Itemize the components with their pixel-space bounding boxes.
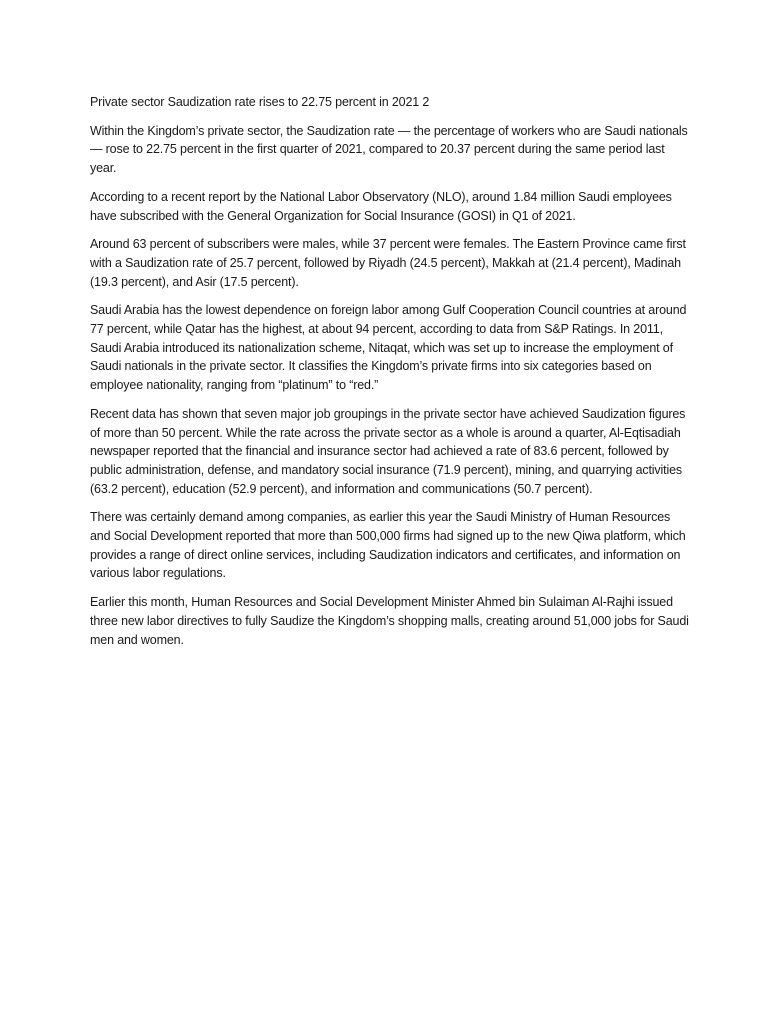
document-body — [90, 93, 690, 659]
paragraph-nlo-report: According to a recent report by the National Labor Observatory (NLO), around 1.84 million Saudi employees have subscribed with the General Organization for Social Insurance (GOSI) in Q1 of 2021. — [90, 189, 672, 223]
paragraph-job-groupings: Recent data has shown that seven major job groupings in the private sector have achieved Saudization figures of more than 50 percent. While the rate across the private sector as a whole is around a quarter, Al-Eqtisadiah newspaper reported that the financial and insurance sector had achieved a rate of 83.6 percent, followed by public administration, defense, and mandatory social insurance (71.9 percent), mining, and quarrying activities (63.2 percent), education (52.9 percent), and information and communications (50.7 percent). — [90, 406, 686, 496]
paragraph-shopping-malls: Earlier this month, Human Resources and Social Development Minister Ahmed bin Sulaiman Al-Rajhi issued three new labor directives to fully Saudize the Kingdom’s shopping malls, creating around 51,000 jobs for Saudi men and women. — [90, 595, 689, 647]
paragraph-qiwa-platform: There was certainly demand among companies, as earlier this year the Saudi Ministry of Human Resources and Social Development reported that more than 500,000 firms had signed up to the new Qiwa platform, which provides a range of direct online services, including Saudization indicators and certificates, and information on various labor regulations. — [90, 510, 686, 581]
paragraph-saudization-rate: Within the Kingdom’s private sector, the Saudization rate — the percentage of workers who are Saudi nationals — rose to 22.75 percent in the first quarter of 2021, compared to 20.37 percent during the same period last year. — [90, 123, 688, 176]
document-title: Private sector Saudization rate rises to 22.75 percent in 2021 2 — [90, 95, 430, 109]
paragraph-foreign-labor-nitaqat: Saudi Arabia has the lowest dependence on foreign labor among Gulf Cooperation Council countries at around 77 percent, while Qatar has the highest, at about 94 percent, according to data from S&P Ratings. In 2011, Saudi Arabia introduced its nationalization scheme, Nitaqat, which was set up to increase the employment of Saudi nationals in the private sector. It classifies the Kingdom’s private firms into six categories based on employee nationality, ranging from “platinum” to “red.” — [90, 303, 687, 393]
paragraph-subscriber-breakdown: Around 63 percent of subscribers were males, while 37 percent were females. The Eastern Province came first with a Saudization rate of 25.7 percent, followed by Riyadh (24.5 percent), Makkah at (21.4 percent), Madinah (19.3 percent), and Asir (17.5 percent). — [90, 237, 686, 289]
